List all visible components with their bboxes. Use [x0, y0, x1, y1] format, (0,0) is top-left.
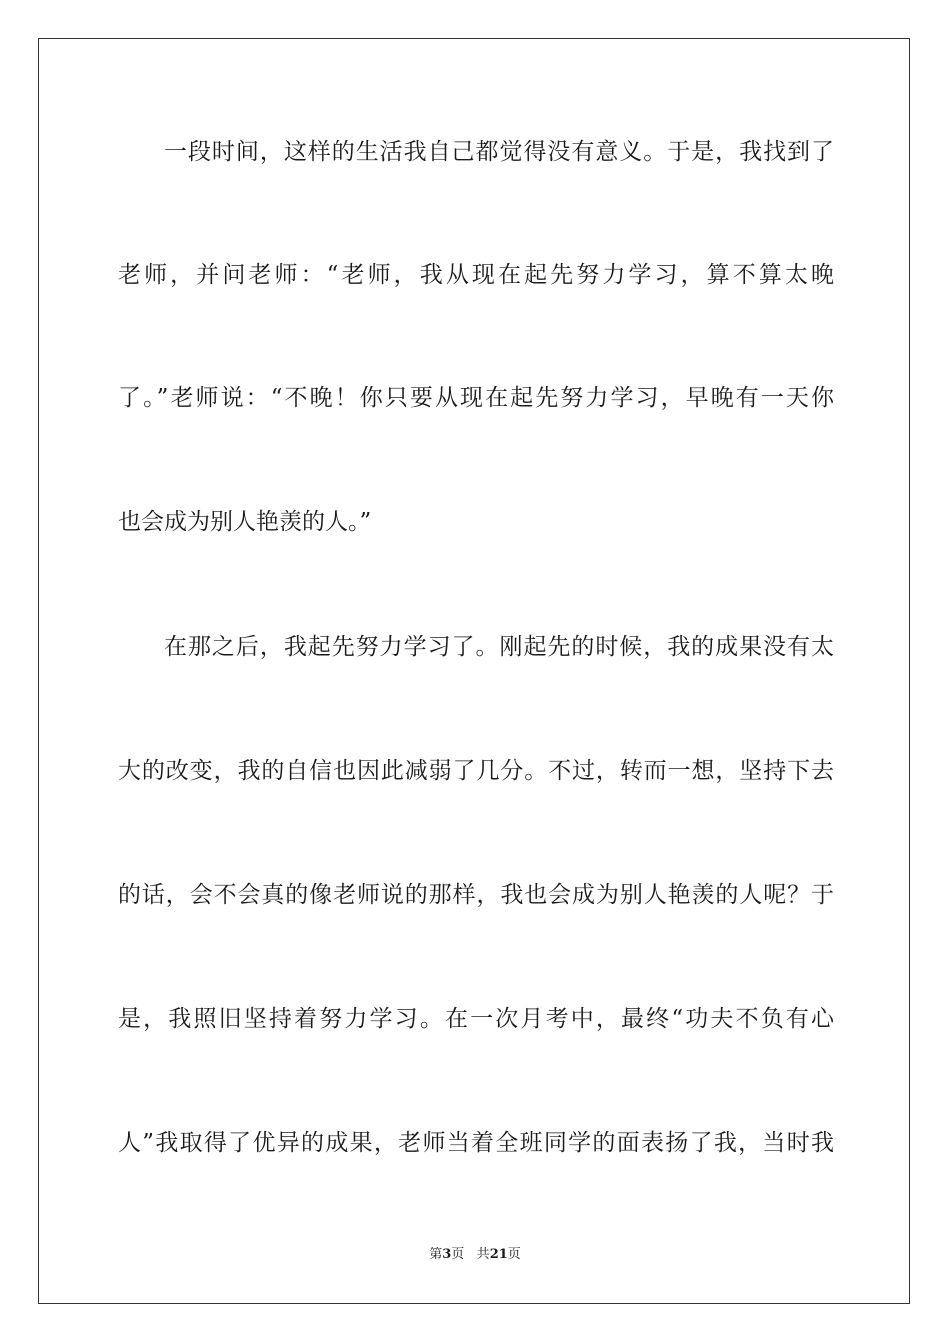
- total-label-prefix: 共: [476, 1247, 490, 1262]
- page-label-suffix: 页: [451, 1247, 465, 1262]
- paragraph-line-8: 是，我照旧坚持着努力学习。在一次月考中，最终“功夫不负有心: [118, 1006, 834, 1032]
- paragraph-line-9: 人”我取得了优异的成果，老师当着全班同学的面表扬了我，当时我: [118, 1130, 834, 1156]
- paragraph-line-5: 在那之后，我起先努力学习了。刚起先的时候，我的成果没有太: [164, 634, 834, 660]
- page-label-prefix: 第: [429, 1247, 443, 1262]
- paragraph-line-6: 大的改变，我的自信也因此减弱了几分。不过，转而一想，坚持下去: [118, 758, 834, 784]
- total-pages-number: 21: [489, 1247, 508, 1262]
- paragraph-line-3: 了。”老师说：“不晚！你只要从现在起先努力学习，早晚有一天你: [118, 385, 834, 411]
- paragraph-line-2: 老师，并问老师：“老师，我从现在起先努力学习，算不算太晚: [118, 262, 834, 288]
- total-label-suffix: 页: [507, 1247, 521, 1262]
- page-footer: [0, 1246, 950, 1264]
- paragraph-line-7: 的话，会不会真的像老师说的那样，我也会成为别人艳羡的人呢？于: [118, 882, 834, 908]
- page-border: [38, 38, 910, 1304]
- paragraph-line-1: 一段时间，这样的生活我自己都觉得没有意义。于是，我找到了: [164, 139, 834, 165]
- current-page-number: 3: [442, 1247, 452, 1262]
- paragraph-line-4: 也会成为别人艳羡的人。”: [118, 509, 372, 535]
